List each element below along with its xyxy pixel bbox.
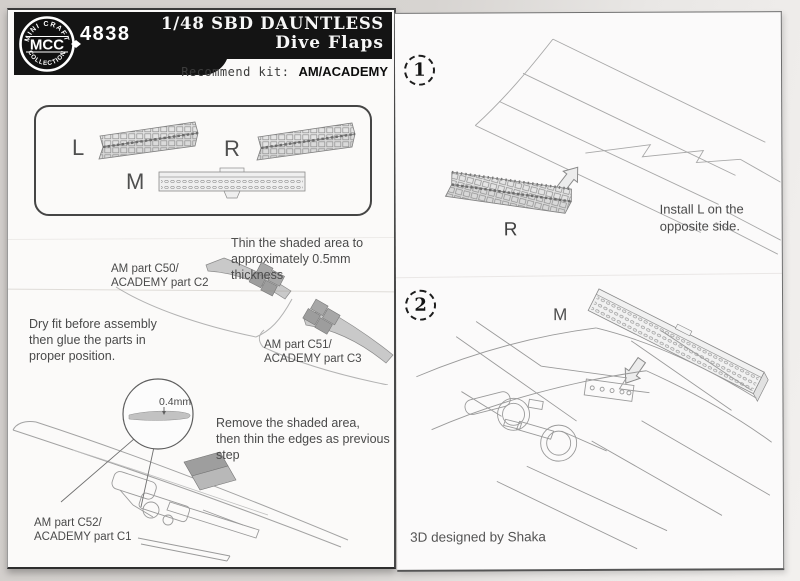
remove-note [216,415,394,463]
mcc-logo [18,14,84,74]
recommend-kit-value: AM/ACADEMY [298,64,388,79]
credit-line: 3D designed by Shaka [410,529,546,545]
gear-parts-sketch [110,470,259,561]
sheet-title-line1: 1/48 SBD DAUNTLESS [160,14,384,33]
part-c50-line2: ACADEMY part C2 [111,277,209,289]
part-c50-label [111,262,209,290]
dry-fit-note [29,316,157,364]
part-l-drawing [96,119,201,163]
parts-overview-box [34,105,372,216]
product-code: 4838 [80,23,131,45]
dry-fit-line3: proper position. [29,349,116,363]
install-note-line1: Install L on the [659,201,744,217]
part-c52-line2: ACADEMY part C1 [34,531,132,543]
step1-part-r-label: R [503,219,518,241]
step1-number: 1 [404,55,435,86]
part-m-3d-drawing [586,285,772,401]
part-c50-line1: AM part C50/ [111,263,179,275]
part-label-l: L [72,135,85,160]
logo-arc-top: MINI CRAFT [23,20,70,43]
step2-part-m-label: M [553,305,568,325]
part-c51-label [264,338,362,366]
part-r-drawing [254,120,358,164]
part-m-drawing [158,167,306,199]
thin-note-line2: approximately 0.5mm thickness [231,252,351,282]
sheet-title-line2: Dive Flaps [275,33,384,53]
install-note-line2: opposite side. [659,218,740,234]
remove-note-line1: Remove the shaded area, [216,416,360,430]
step2-number: 2 [405,290,436,321]
logo-arc-bottom: COLLECTION [26,49,68,68]
part-c51-line1: AM part C51/ [264,339,332,351]
thin-note [231,235,394,283]
part-c52-label [34,516,132,544]
dry-fit-line1: Dry fit before assembly [29,317,157,331]
step2-fuselage-sketch [401,280,780,560]
remove-note-line2: then thin the edges as previous step [216,432,390,462]
dry-fit-line2: then glue the parts in [29,333,146,347]
logo-center-text: MCC [29,36,65,54]
right-page [395,11,784,572]
part-label-m: M [126,169,145,194]
part-c51-line2: ACADEMY part C3 [264,353,362,365]
part-r-3d-drawing [445,159,574,228]
thin-note-line1: Thin the shaded area to [231,236,364,250]
part-c52-line1: AM part C52/ [34,517,102,529]
step1-wing-sketch [435,32,781,279]
install-note [660,200,744,234]
left-page [7,8,396,569]
thickness-dimension: 0.4mm [159,396,192,408]
part-label-r: R [224,136,240,161]
recommend-kit-label: Recommend kit: [181,65,290,79]
